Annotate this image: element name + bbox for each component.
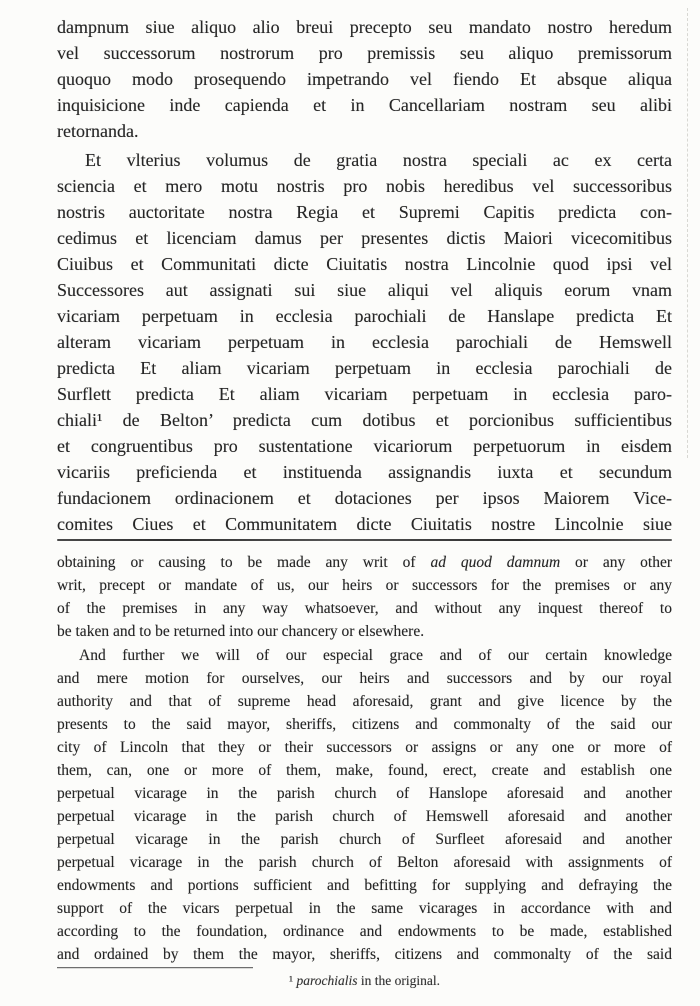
text-line: Surflett predicta Et aliam vicariam perpetuam in ecclesia paro- [57,384,672,404]
text-line: according to the foundation, ordinance and endowments to be made, established [57,923,672,940]
text-line: inquisicione inde capienda et in Cancellariam nostram seu alibi [57,95,672,115]
text-line: them, can, one or more of them, make, found, erect, create and establish one [57,762,672,779]
text-line: writ, precept or mandate of us, our heirs or successors for the premises or any [57,577,672,594]
latin-paragraph-1 [57,14,672,144]
text-line: chiali¹ de Belton’ predicta cum dotibus et porcionibus sufficientibus [57,410,672,430]
text-line: And further we will of our especial grace and of our certain knowledge [79,647,672,664]
section-divider-rule [57,539,672,541]
footnote [57,972,672,990]
page-edge-scan-artifact [687,8,688,458]
text-line: perpetual vicarage in the parish church of Belton aforesaid with assignments of [57,854,672,871]
text-line: fundacionem ordinacionem et dotaciones per ipsos Maiorem Vice- [57,488,672,508]
text-line: support of the vicars perpetual in the same vicarages in accordance with and [57,900,672,917]
text-line: dampnum siue aliquo alio breui precepto seu mandato nostro heredum [57,17,672,37]
text-line: perpetual vicarage in the parish church of Hemswell aforesaid and another [57,808,672,825]
text-line: predicta Et aliam vicariam perpetuam in ecclesia parochiali de [57,358,672,378]
text-line: retornanda. [57,121,139,141]
text-line: vicariis preficienda et instituenda assignandis iuxta et secundum [57,462,672,482]
text-line: and ordained by them the mayor, sheriffs, citizens and commonalty of the said [57,946,672,963]
latin-paragraph-2 [57,147,672,537]
text-line: Et vlterius volumus de gratia nostra speciali ac ex certa [85,150,672,170]
text-line: authority and that of supreme head aforesaid, grant and give licence by the [57,693,672,710]
text-line: nostris auctoritate nostra Regia et Supremi Capitis predicta con- [57,202,672,222]
text-line: et congruentibus pro sustentatione vicariorum perpetuorum in eisdem [57,436,672,456]
text-line: perpetual vicarage in the parish church of Hanslope aforesaid and another [57,785,672,802]
text-line: be taken and to be returned into our chancery or elsewhere. [57,623,425,640]
text-line: comites Ciues et Communitatem dicte Ciuitatis nostre Lincolnie siue [57,514,672,534]
text-line: city of Lincoln that they or their successors or assigns or any one or more of [57,739,672,756]
english-paragraph-1 [57,551,672,643]
text-line: vel successorum nostrorum pro premissis seu aliquo premissorum [57,43,672,63]
text-line: endowments and portions sufficient and befitting for supplying and defraying the [57,877,672,894]
text-line: alteram vicariam perpetuam in ecclesia parochiali de Hemswell [57,332,672,352]
text-line: quoquo modo prosequendo impetrando vel fiendo Et absque aliqua [57,69,672,89]
english-paragraph-2 [57,644,672,966]
text-line: ¹ parochialis in the original. [289,973,440,988]
text-line: Successores aut assignati sui siue aliqui vel aliquis eorum vnam [57,280,672,300]
text-line: obtaining or causing to be made any writ of ad quod damnum or any other [57,554,673,571]
footnote-separator-rule [57,967,253,968]
text-line: sciencia et mero motu nostris pro nobis heredibus vel successoribus [57,176,672,196]
text-line: vicariam perpetuam in ecclesia parochiali de Hanslape predicta Et [57,306,672,326]
text-line: presents to the said mayor, sheriffs, citizens and commonalty of the said our [57,716,672,733]
text-line: cedimus et licenciam damus per presentes dictis Maiori vicecomitibus [57,228,672,248]
text-line: Ciuibus et Communitati dicte Ciuitatis nostra Lincolnie quod ipsi vel [57,254,672,274]
text-line: perpetual vicarage in the parish church of Surfleet aforesaid and another [57,831,672,848]
text-line: and mere motion for ourselves, our heirs and successors and by our royal [57,670,672,687]
text-line: of the premises in any way whatsoever, and without any inquest thereof to [57,600,672,617]
